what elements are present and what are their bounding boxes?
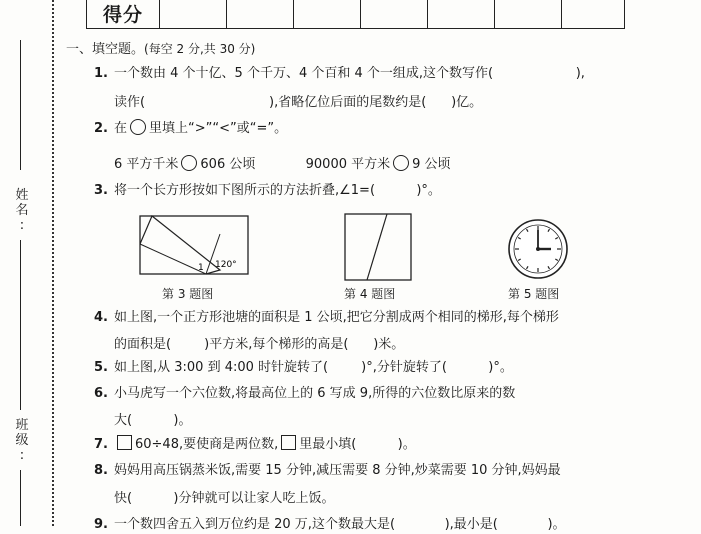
seal-dotted-line — [52, 0, 54, 526]
score-table — [86, 0, 625, 29]
name-label-char: 名 — [15, 203, 29, 218]
score-cell[interactable] — [495, 0, 562, 29]
question-1 — [94, 65, 585, 83]
score-cell[interactable] — [428, 0, 495, 29]
class-label-char: : — [19, 448, 25, 463]
question-3 — [94, 182, 441, 200]
name-line-top — [20, 40, 21, 170]
question-text: 60÷48,要使商是两位数, — [135, 437, 279, 452]
question-text: 大( )。 — [114, 413, 192, 428]
clock-icon — [507, 218, 569, 280]
question-2-comparisons — [114, 153, 451, 172]
compare-left-1: 6 平方千米 — [114, 157, 179, 172]
angle-120-label: 120° — [215, 260, 237, 270]
question-number: 9. — [94, 517, 108, 532]
question-5 — [94, 359, 513, 377]
question-text: 一个数四舍五入到万位约是 20 万,这个数最大是( ),最小是( )。 — [114, 517, 566, 532]
blank-box-icon[interactable] — [281, 435, 296, 450]
score-cell[interactable] — [294, 0, 361, 29]
compare-left-2: 90000 平方米 — [305, 157, 391, 172]
blank-box-icon[interactable] — [117, 435, 132, 450]
question-number: 2. — [94, 121, 108, 136]
question-number: 3. — [94, 183, 108, 198]
question-text: 里最小填( )。 — [299, 437, 416, 452]
question-text: 的面积是( )平方米,每个梯形的高是( )米。 — [114, 337, 405, 352]
name-label — [14, 188, 30, 233]
question-text: 将一个长方形按如下图所示的方法折叠,∠1=( )°。 — [114, 183, 441, 198]
question-number: 6. — [94, 386, 108, 401]
question-text: 小马虎写一个六位数,将最高位上的 6 写成 9,所得的六位数比原来的数 — [114, 386, 516, 401]
question-text: 快( )分钟就可以让家人吃上饭。 — [114, 491, 335, 506]
question-6 — [94, 385, 515, 403]
figure-5-caption: 第 5 题图 — [508, 287, 560, 301]
question-number: 5. — [94, 360, 108, 375]
question-number: 4. — [94, 310, 108, 325]
name-label-char: 姓 — [15, 188, 29, 203]
question-number: 8. — [94, 463, 108, 478]
score-cell[interactable] — [361, 0, 428, 29]
question-text: 读作( ),省略亿位后面的尾数约是( )亿。 — [114, 95, 483, 110]
section-title — [66, 38, 255, 57]
class-label-char: 级 — [15, 433, 29, 448]
name-label-char: : — [19, 218, 25, 233]
question-text: 如上图,从 3:00 到 4:00 时针旋转了( )°,分针旋转了( )°。 — [114, 360, 513, 375]
section-note: (每空 2 分,共 30 分) — [144, 42, 256, 56]
question-text: 一个数由 4 个十亿、5 个千万、4 个百和 4 个一组成,这个数写作( ), — [114, 66, 585, 81]
question-2 — [94, 119, 287, 138]
section-title-text: 一、填空题。 — [66, 42, 145, 57]
compare-circle-icon[interactable] — [393, 155, 409, 171]
angle-one-label: 1 — [198, 263, 204, 273]
question-text: 在 — [114, 121, 128, 136]
question-4 — [94, 309, 559, 327]
question-7 — [94, 435, 416, 454]
question-text: 妈妈用高压锅蒸米饭,需要 15 分钟,减压需要 8 分钟,炒菜需要 10 分钟,妈妈最 — [114, 463, 561, 478]
figure-3-caption: 第 3 题图 — [162, 287, 214, 301]
question-number: 7. — [94, 437, 108, 452]
compare-right-2: 9 公顷 — [412, 157, 451, 172]
question-text: 里填上“>”“<”或“=”。 — [149, 121, 288, 136]
score-cell[interactable] — [562, 0, 625, 29]
question-text: 如上图,一个正方形池塘的面积是 1 公顷,把它分割成两个相同的梯形,每个梯形 — [114, 310, 559, 325]
question-9 — [94, 516, 566, 534]
question-4-line-2 — [114, 333, 404, 352]
figure-4-caption: 第 4 题图 — [344, 287, 396, 301]
question-6-line-2 — [114, 409, 191, 428]
class-line-bottom — [20, 470, 21, 526]
score-cell[interactable] — [227, 0, 294, 29]
name-line-bottom — [20, 240, 21, 410]
question-8-line-2 — [114, 487, 334, 506]
question-8 — [94, 462, 561, 480]
question-1-line-2 — [114, 91, 482, 110]
score-header: 得分 — [87, 0, 160, 29]
figure-4-square-pond — [343, 212, 413, 282]
figure-3-folded-rectangle — [136, 214, 251, 279]
question-number: 1. — [94, 66, 108, 81]
compare-circle-icon — [130, 119, 146, 135]
class-label — [14, 418, 30, 463]
score-cell[interactable] — [160, 0, 227, 29]
class-label-char: 班 — [15, 418, 29, 433]
compare-right-1: 606 公顷 — [200, 157, 256, 172]
compare-circle-icon[interactable] — [181, 155, 197, 171]
binding-margin — [0, 0, 62, 526]
